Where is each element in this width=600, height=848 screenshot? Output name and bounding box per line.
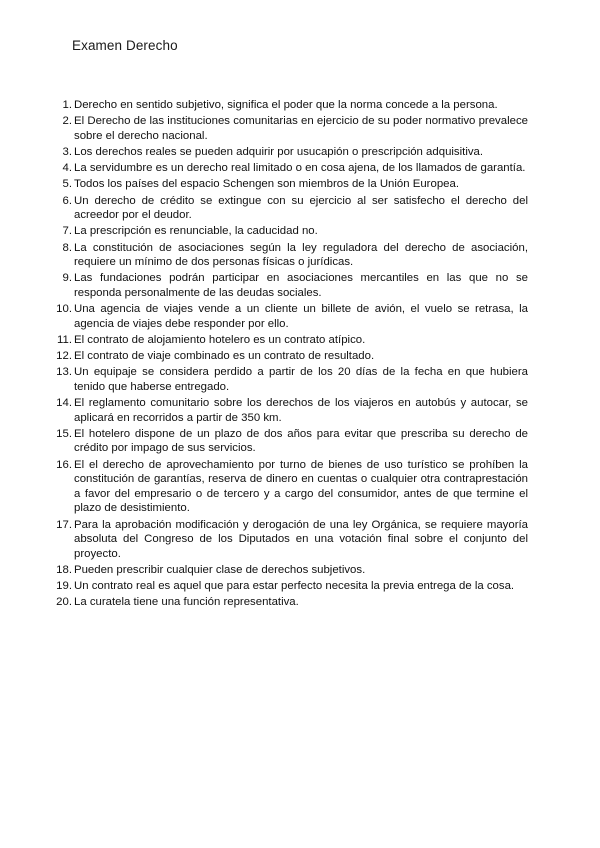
question-text: Un equipaje se considera perdido a partir de los 20 días de la fecha en que hubiera tenido que haberse entregado.	[74, 366, 528, 393]
question-number: 2.	[62, 115, 72, 128]
question-item	[50, 241, 528, 270]
question-number: 19.	[56, 580, 72, 593]
question-text: Para la aprobación modificación y derogación de una ley Orgánica, se requiere mayoría absoluta del Congreso de los Diputados en una votación final sobre el conjunto del proyecto.	[74, 518, 528, 560]
question-item	[50, 194, 528, 223]
question-item	[50, 145, 528, 160]
question-item	[50, 396, 528, 425]
question-number: 15.	[56, 427, 72, 440]
question-text: La prescripción es renunciable, la caducidad no.	[74, 225, 318, 238]
question-number: 16.	[56, 458, 72, 471]
question-number: 14.	[56, 397, 72, 409]
question-item	[50, 271, 528, 300]
question-number: 11.	[57, 333, 72, 346]
question-number: 17.	[56, 518, 72, 531]
question-number: 7.	[62, 225, 72, 238]
question-text: La constitución de asociaciones según la ley reguladora del derecho de asociación, requiere un mínimo de dos personas físicas o jurídicas.	[74, 241, 528, 269]
question-item	[50, 161, 528, 176]
question-text: Los derechos reales se pueden adquirir por usucapión o prescripción adquisitiva.	[74, 145, 484, 158]
question-number: 8.	[62, 241, 72, 254]
question-text: Un contrato real es aquel que para estar perfecto necesita la previa entrega de la cosa.	[74, 580, 515, 593]
question-number: 4.	[62, 162, 72, 175]
question-item	[50, 579, 528, 594]
question-item	[50, 98, 528, 113]
question-text: El contrato de viaje combinado es un contrato de resultado.	[74, 350, 375, 363]
question-number: 10.	[56, 303, 72, 316]
question-text: La curatela tiene una función representativa.	[74, 596, 299, 609]
question-number: 18.	[56, 563, 72, 576]
question-item	[50, 333, 528, 348]
question-text: El contrato de alojamiento hotelero es un contrato atípico.	[74, 333, 366, 346]
question-item	[50, 365, 528, 394]
question-item	[50, 224, 528, 239]
question-number: 9.	[62, 272, 72, 285]
question-number: 5.	[62, 178, 72, 191]
question-text: El el derecho de aprovechamiento por turno de bienes de uso turístico se prohíben la constitución de garantías, reserva de dinero en cuentas o cualquier otra contraprestación a favor del empresario o de tercero y a cargo del consumidor, antes de que termine el plazo de desistimiento.	[74, 458, 528, 515]
question-text: Un derecho de crédito se extingue con su ejercicio al ser satisfecho el derecho del acreedor por el deudor.	[74, 194, 528, 222]
question-text: El reglamento comunitario sobre los derechos de los viajeros en autobús y autocar, se aplicará en recorridos a partir de 350 km.	[74, 397, 528, 424]
question-text: El hotelero dispone de un plazo de dos años para evitar que prescriba su derecho de crédito por impago de sus servicios.	[74, 427, 528, 455]
question-item	[50, 427, 528, 456]
question-text: Una agencia de viajes vende a un cliente un billete de avión, el vuelo se retrasa, la agencia de viajes debe responder por ello.	[74, 303, 528, 330]
question-item	[50, 349, 528, 364]
question-item	[50, 114, 528, 143]
question-item	[50, 595, 528, 610]
question-number: 1.	[62, 99, 72, 111]
question-number: 13.	[56, 366, 72, 379]
question-text: El Derecho de las instituciones comunitarias en ejercicio de su poder normativo prevalece sobre el derecho nacional.	[74, 115, 528, 142]
question-list	[50, 98, 528, 611]
question-number: 6.	[62, 194, 72, 207]
question-item	[50, 177, 528, 192]
question-item	[50, 518, 528, 562]
question-number: 20.	[56, 596, 72, 609]
question-item	[50, 458, 528, 516]
question-number: 3.	[62, 145, 72, 158]
question-text: Todos los países del espacio Schengen son miembros de la Unión Europea.	[74, 178, 459, 191]
document-title: Examen Derecho	[72, 38, 178, 53]
question-text: Las fundaciones podrán participar en asociaciones mercantiles en las que no se responda personalmente de las deudas sociales.	[74, 272, 528, 299]
question-text: Pueden prescribir cualquier clase de derechos subjetivos.	[74, 563, 366, 576]
question-item	[50, 302, 528, 331]
question-number: 12.	[56, 350, 72, 363]
question-item	[50, 563, 528, 578]
question-text: Derecho en sentido subjetivo, significa el poder que la norma concede a la persona.	[74, 99, 498, 111]
question-text: La servidumbre es un derecho real limitado o en cosa ajena, de los llamados de garantía.	[74, 162, 526, 175]
